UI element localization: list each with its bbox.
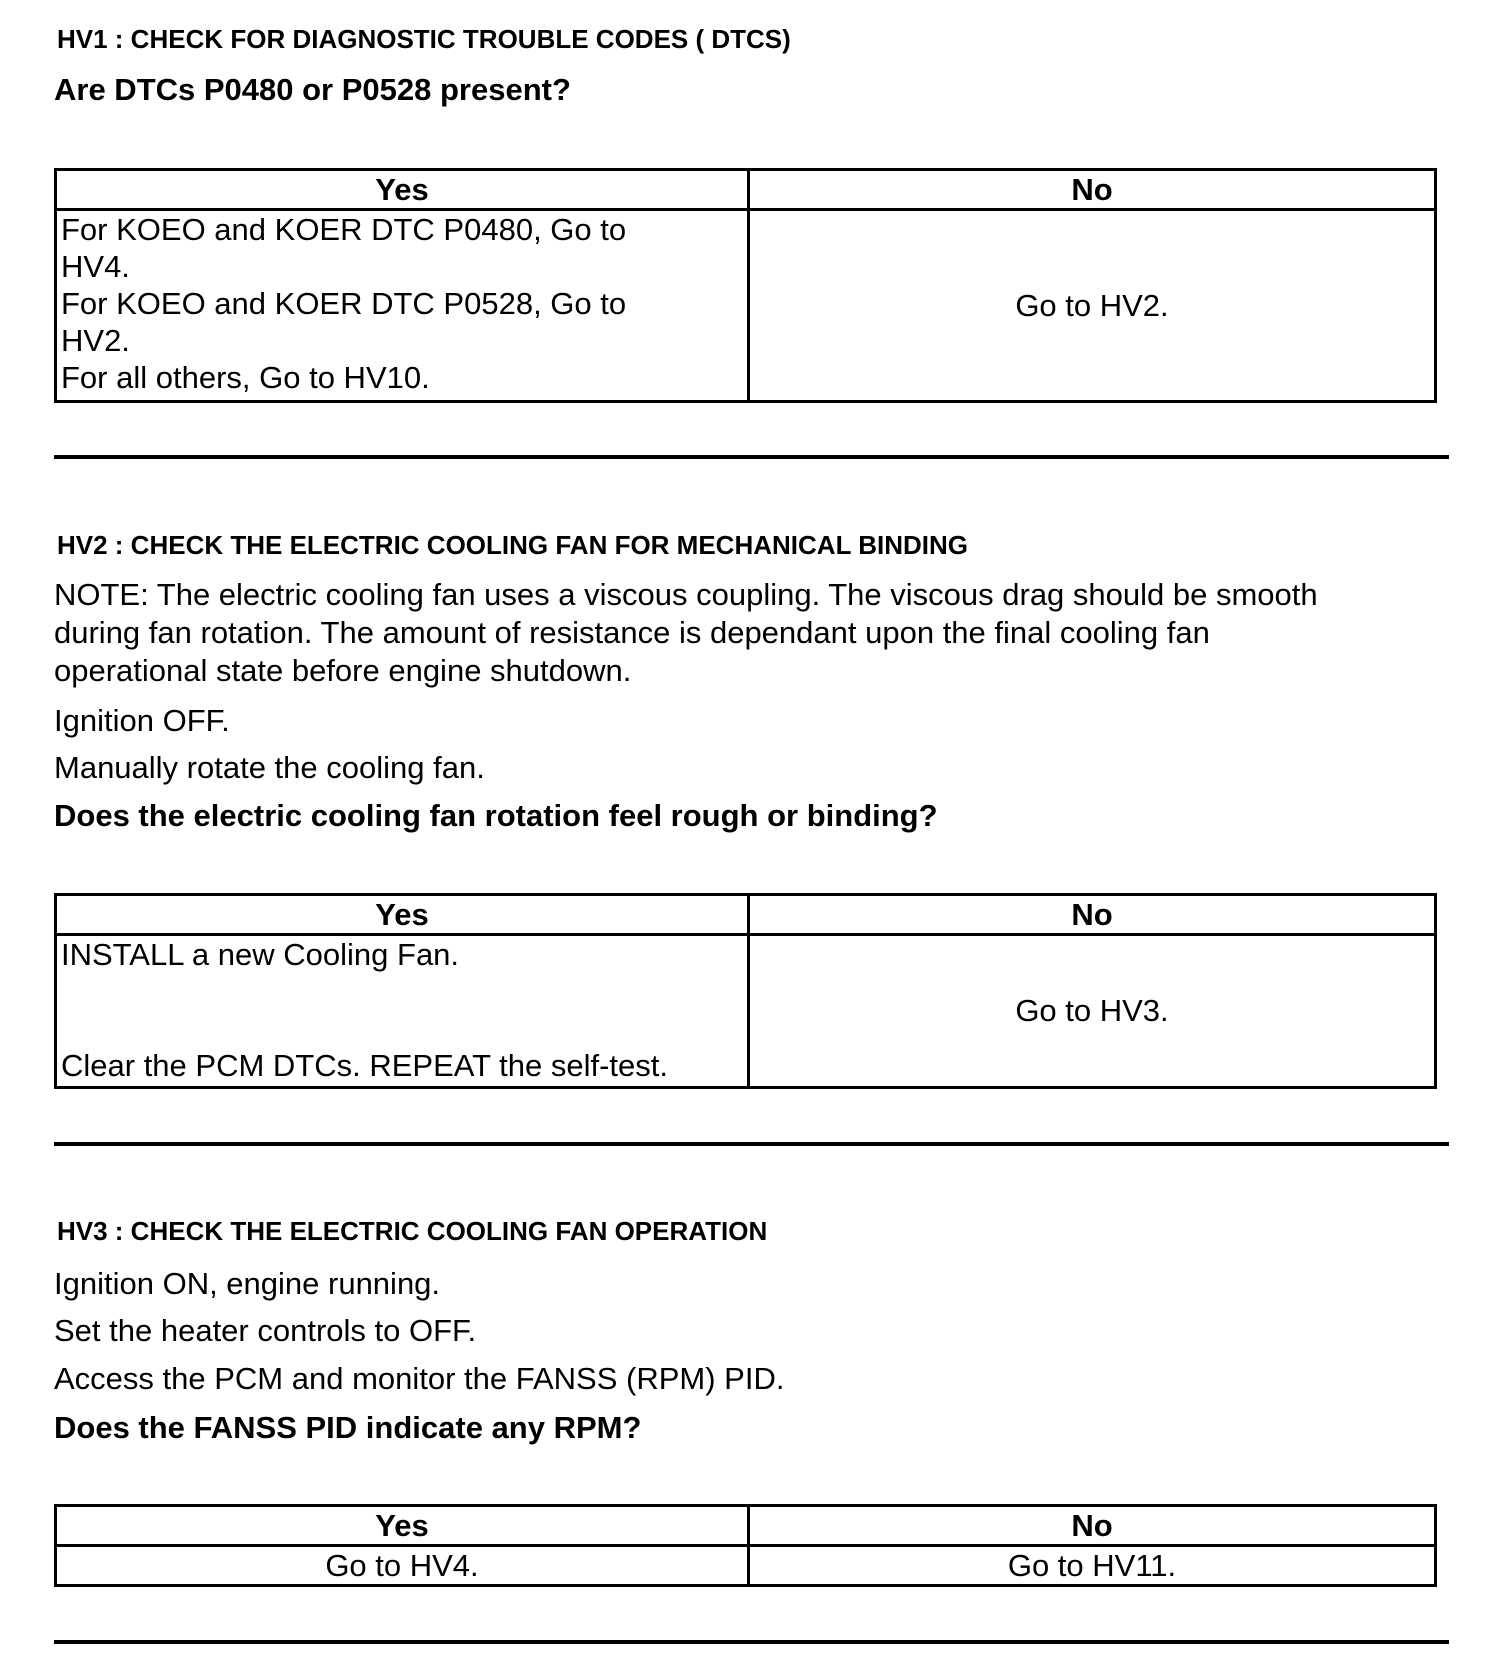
hv1-yes-line: For all others, Go to HV10. [61, 360, 430, 395]
hv3-yes-cell: Go to HV4. [56, 1546, 749, 1586]
hv2-yes-line: Clear the PCM DTCs. REPEAT the self-test. [61, 1048, 668, 1083]
hv2-yes-line: INSTALL a new Cooling Fan. [61, 937, 460, 972]
hv1-yes-line: For KOEO and KOER DTC P0480, Go to [61, 212, 627, 247]
hv3-no-cell: Go to HV11. [749, 1546, 1436, 1586]
hv1-yes-cell [56, 210, 749, 402]
hv3-decision-table [54, 1504, 1437, 1587]
hv3-step: Ignition ON, engine running. [54, 1266, 441, 1301]
hv2-note-line: during fan rotation. The amount of resistance is dependant upon the final cooling fan [54, 615, 1210, 650]
hv3-step: Access the PCM and monitor the FANSS (RPM) PID. [54, 1361, 785, 1396]
hv2-note [54, 576, 1454, 690]
hv3-heading: HV3 : CHECK THE ELECTRIC COOLING FAN OPERATION [57, 1216, 768, 1246]
hv1-no-cell: Go to HV2. [749, 210, 1436, 402]
hv3-no-header: No [749, 1506, 1436, 1546]
hv1-no-header: No [749, 170, 1436, 210]
hv2-heading: HV2 : CHECK THE ELECTRIC COOLING FAN FOR MECHANICAL BINDING [57, 530, 968, 560]
hv2-decision-table [54, 893, 1437, 1089]
hv2-no-cell: Go to HV3. [749, 935, 1436, 1088]
hv1-yes-line: For KOEO and KOER DTC P0528, Go to [61, 286, 627, 321]
hv3-yes-header: Yes [56, 1506, 749, 1546]
hv1-decision-table [54, 168, 1437, 403]
hv1-yes-line: HV2. [61, 323, 130, 358]
hv1-heading: HV1 : CHECK FOR DIAGNOSTIC TROUBLE CODES ( DTCS) [57, 24, 791, 54]
hv2-note-line: NOTE: The electric cooling fan uses a viscous coupling. The viscous drag should be smooth [54, 577, 1318, 612]
section-divider [54, 1640, 1449, 1644]
hv1-question: Are DTCs P0480 or P0528 present? [54, 72, 571, 107]
hv3-step: Set the heater controls to OFF. [54, 1313, 477, 1348]
hv2-step: Manually rotate the cooling fan. [54, 750, 485, 785]
hv2-question: Does the electric cooling fan rotation feel rough or binding? [54, 798, 938, 833]
section-divider [54, 1142, 1449, 1146]
section-divider [54, 455, 1449, 459]
hv2-yes-cell [56, 935, 749, 1088]
hv2-yes-header: Yes [56, 895, 749, 935]
hv1-yes-line: HV4. [61, 249, 130, 284]
hv2-step: Ignition OFF. [54, 703, 230, 738]
hv2-no-header: No [749, 895, 1436, 935]
hv3-question: Does the FANSS PID indicate any RPM? [54, 1410, 642, 1445]
hv1-yes-header: Yes [56, 170, 749, 210]
hv2-note-line: operational state before engine shutdown. [54, 653, 632, 688]
